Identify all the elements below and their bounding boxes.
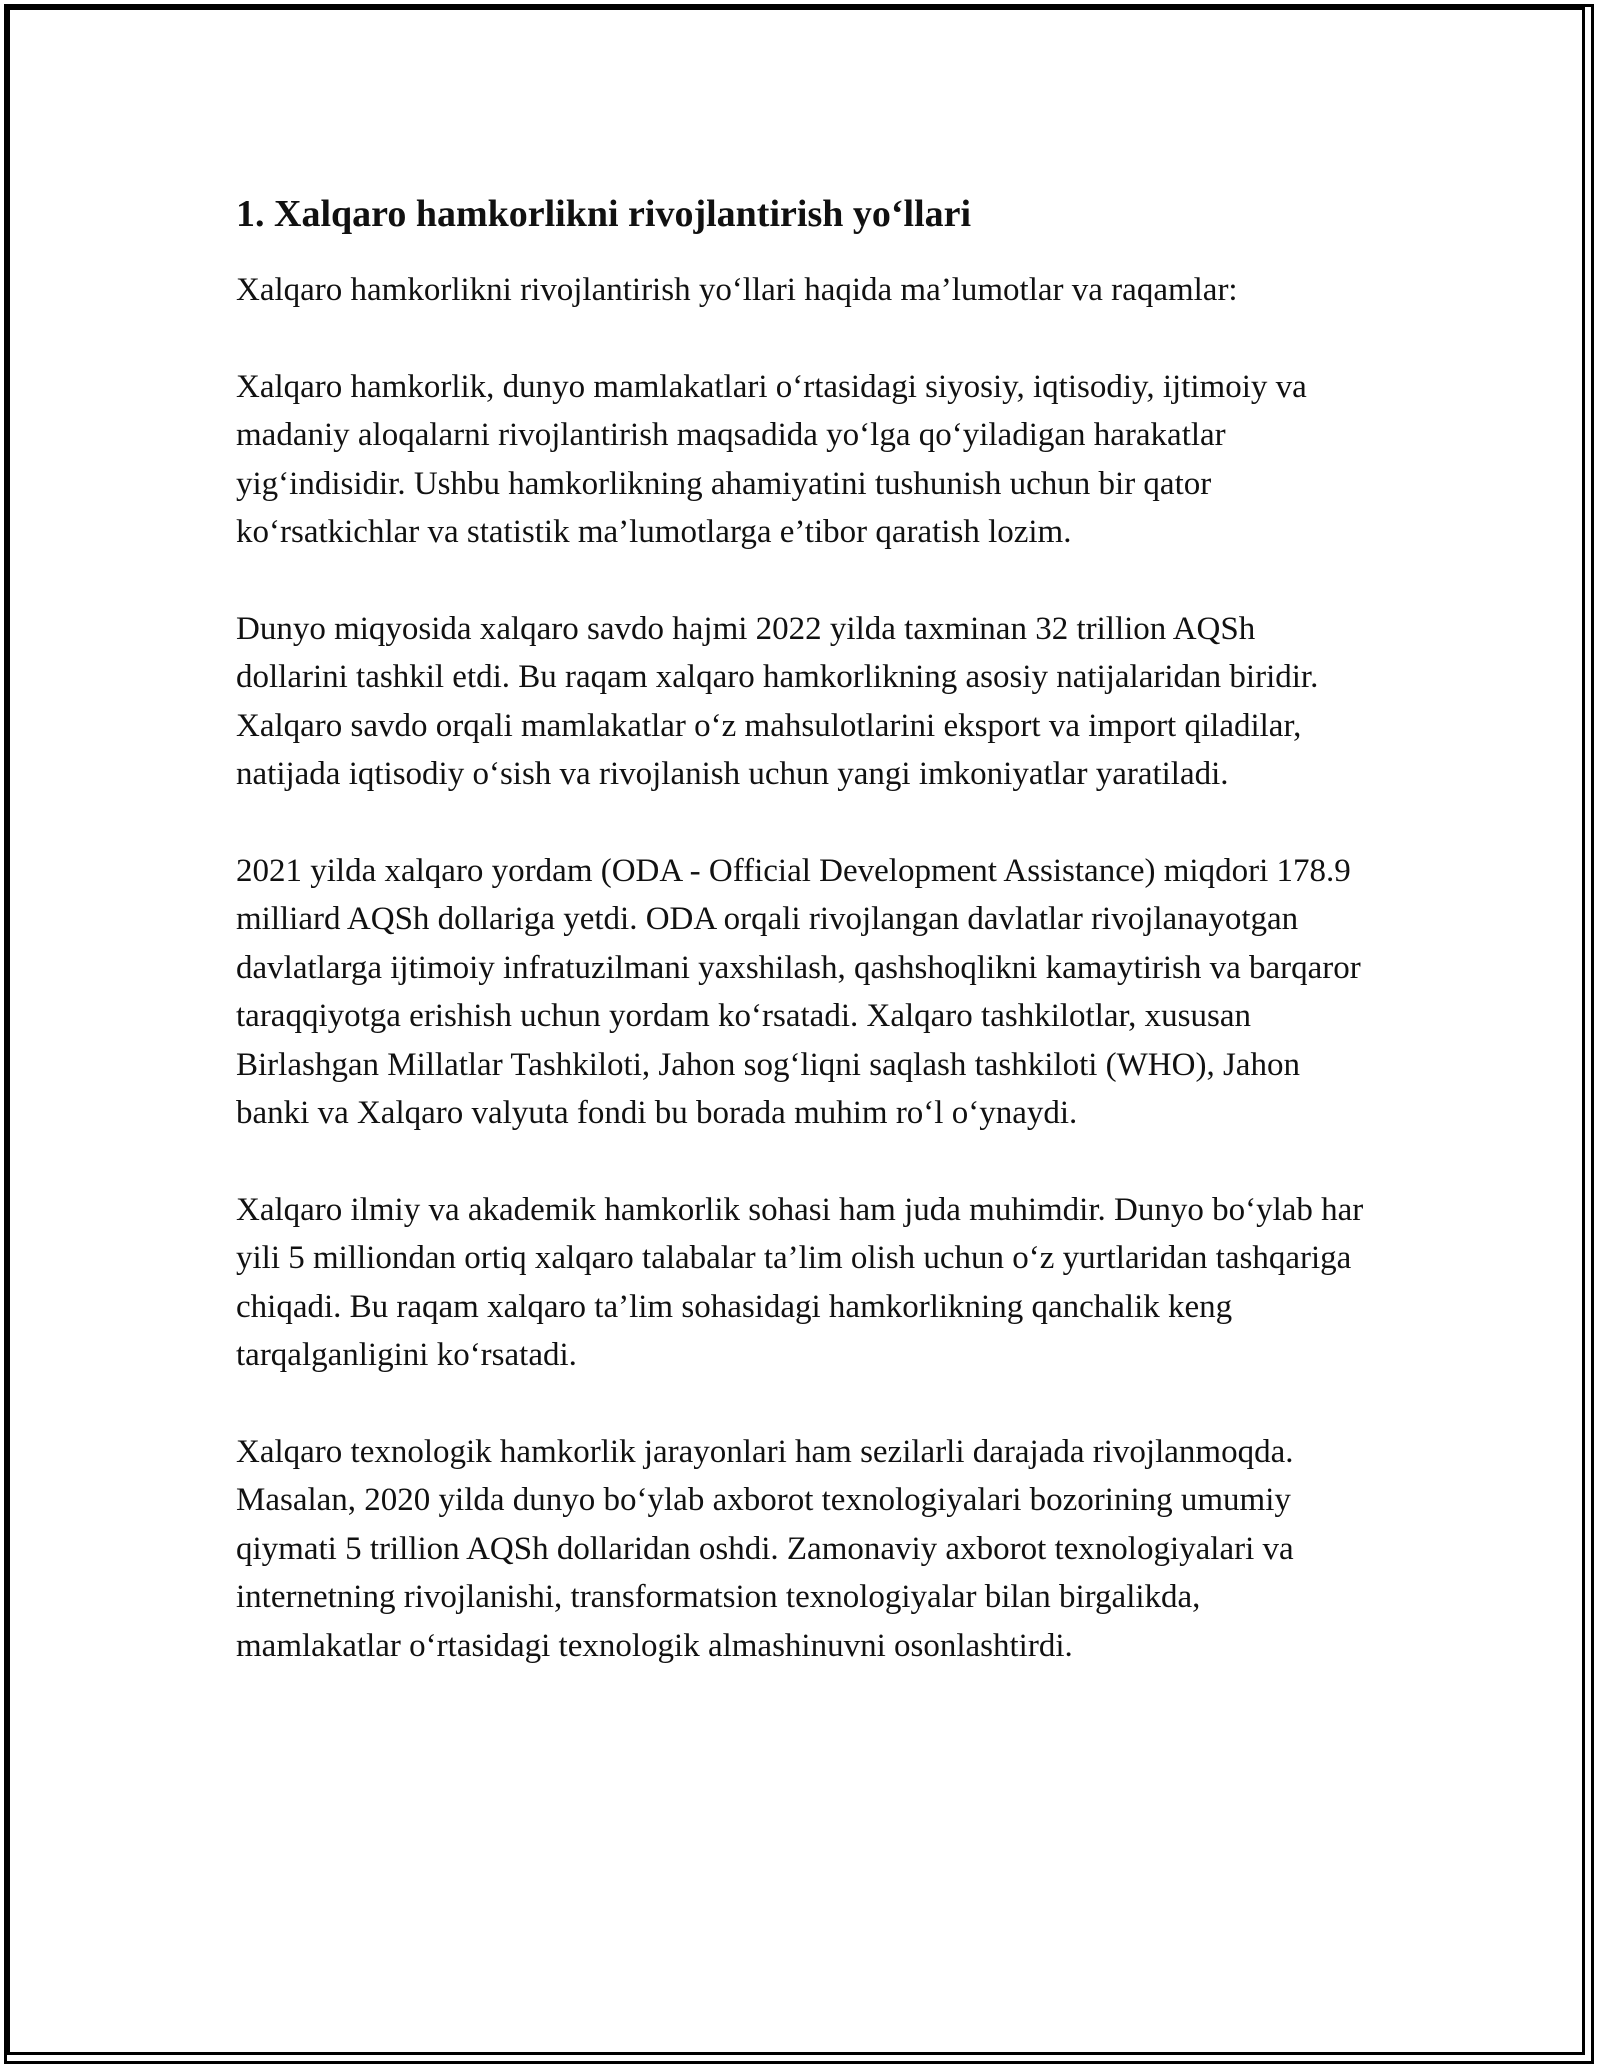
document-page [236,190,1366,1718]
paragraph-oda: 2021 yilda xalqaro yordam (ODA - Official Development Assistance) miqdori 178.9 milliard AQSh dollariga yetdi. ODA orqali rivojlangan davlatlar rivojlanayotgan davlatlarga ijtimoiy infratuzilmani yaxshilash, qashshoqlikni kamaytirish va barqaror taraqqiyotga erishish uchun yordam ko‘rsatadi. Xalqaro tashkilotlar, xususan Birlashgan Millatlar Tashkiloti, Jahon sog‘liqni saqlash tashkiloti (WHO), Jahon banki va Xalqaro valyuta fondi bu borada muhim ro‘l o‘ynaydi. [236,852,1361,1131]
paragraph-technology: Xalqaro texnologik hamkorlik jarayonlari ham sezilarli darajada rivojlanmoqda. Masalan, 2020 yilda dunyo bo‘ylab axborot texnologiyalari bozorining umumiy qiymati 5 trillion AQSh dollaridan oshdi. Zamonaviy axborot texnologiyalari va internetning rivojlanishi, transformatsion texnologiyalar bilan birgalikda, mamlakatlar o‘rtasidagi texnologik almashinuvni osonlashtirdi. [236,1433,1294,1664]
paragraph-trade: Dunyo miqyosida xalqaro savdo hajmi 2022 yilda taxminan 32 trillion AQSh dollarini tashkil etdi. Bu raqam xalqaro hamkorlikning asosiy natijalaridan biridir. Xalqaro savdo orqali mamlakatlar o‘z mahsulotlarini eksport va import qiladilar, natijada iqtisodiy o‘sish va rivojlanish uchun yangi imkoniyatlar yaratiladi. [236,610,1319,792]
paragraph-definition: Xalqaro hamkorlik, dunyo mamlakatlari o‘rtasidagi siyosiy, iqtisodiy, ijtimoiy va madaniy aloqalarni rivojlantirish maqsadida yo‘lga qo‘yiladigan harakatlar yig‘indisidir. Ushbu hamkorlikning ahamiyatini tushunish uchun bir qator ko‘rsatkichlar va statistik ma’lumotlarga e’tibor qaratish lozim. [236,368,1307,550]
intro-paragraph: Xalqaro hamkorlikni rivojlantirish yo‘llari haqida ma’lumotlar va raqamlar: [236,272,1238,308]
document-title: 1. Xalqaro hamkorlikni rivojlantirish yo‘llari [236,193,972,235]
paragraph-education: Xalqaro ilmiy va akademik hamkorlik sohasi ham juda muhimdir. Dunyo bo‘ylab har yili 5 milliondan ortiq xalqaro talabalar ta’lim olish uchun o‘z yurtlaridan tashqariga chiqadi. Bu raqam xalqaro ta’lim sohasidagi hamkorlikning qanchalik keng tarqalganligini ko‘rsatadi. [236,1191,1364,1373]
